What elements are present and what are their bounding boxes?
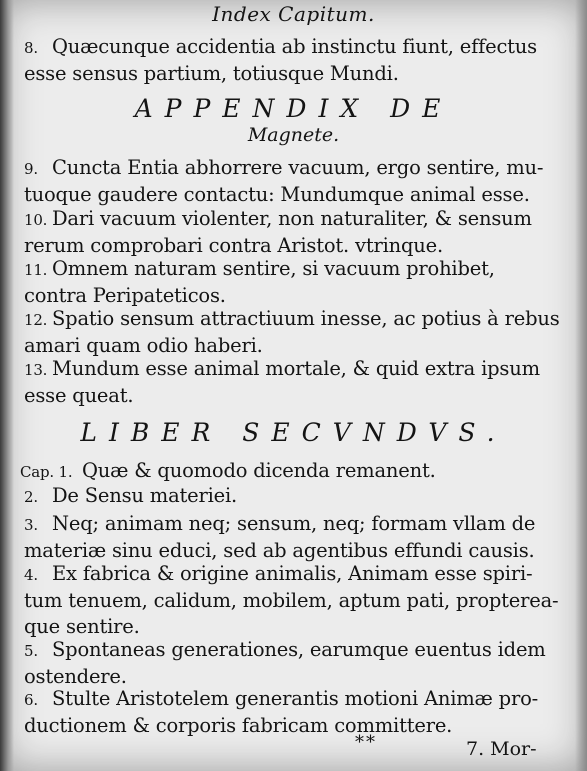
entry-text: Ex fabrica & origine animalis, Animam esse spiri- xyxy=(52,562,533,585)
index-entry-11 xyxy=(24,256,544,309)
entry-text: tum tenuem, calidum, mobilem, aptum pati, propterea- xyxy=(24,589,559,612)
entry-text: esse sensus partium, totiusque Mundi. xyxy=(24,62,399,85)
liber-title: LIBER SECVNDVS. xyxy=(80,418,507,447)
entry-number: 8. xyxy=(24,39,38,57)
entry-line xyxy=(24,34,544,61)
entry-text: Cuncta Entia abhorrere vacuum, ergo sentire, mu- xyxy=(52,156,544,179)
entry-number: 2. xyxy=(24,488,38,506)
entry-text: Omnem naturam sentire, si vacuum prohibet, xyxy=(52,257,495,280)
entry-number: Cap. 1. xyxy=(20,463,73,481)
entry-text: Neq; animam neq; sensum, neq; formam vllam de xyxy=(52,512,536,535)
running-header: Index Capitum. xyxy=(212,2,375,26)
entry-number: 3. xyxy=(24,516,38,534)
entry-text: Spontaneas generationes, earumque euentus idem xyxy=(52,638,546,661)
index-entry-9 xyxy=(24,155,544,208)
entry-number: 13. xyxy=(24,361,48,379)
index-entry-12 xyxy=(24,306,560,359)
entry-number: 4. xyxy=(24,566,38,584)
entry-text: Dari vacuum violenter, non naturaliter, & sensum xyxy=(52,207,532,230)
entry-text: contra Peripateticos. xyxy=(24,284,226,307)
entry-text: rerum comprobari contra Aristot. vtrinque. xyxy=(24,234,444,257)
signature-mark: ** xyxy=(355,732,377,753)
entry-text: tuoque gaudere contactu: Mundumque animal esse. xyxy=(24,183,530,206)
entry-number: 11. xyxy=(24,261,48,279)
entry-text: ductionem & corporis fabricam committere. xyxy=(24,714,453,737)
entry-number: 12. xyxy=(24,311,48,329)
entry-text: Mundum esse animal mortale, & quid extra ipsum xyxy=(52,357,540,380)
index-entry-8 xyxy=(24,34,544,87)
index-entry-10 xyxy=(24,206,544,259)
entry-text: materiæ sinu educi, sed ab agentibus effundi causis. xyxy=(24,539,535,562)
entry-number: 10. xyxy=(24,211,48,229)
chapter-entry-3 xyxy=(24,511,544,564)
chapter-entry-4 xyxy=(24,561,559,640)
chapter-entry-5 xyxy=(24,637,544,690)
entry-text: ostendere. xyxy=(24,665,127,688)
entry-number: 6. xyxy=(24,691,38,709)
entry-text: De Sensu materiei. xyxy=(52,484,238,507)
appendix-title: APPENDIX DE xyxy=(134,94,453,123)
appendix-subtitle: Magnete. xyxy=(247,124,340,146)
entry-number: 5. xyxy=(24,642,38,660)
entry-number: 9. xyxy=(24,160,38,178)
entry-text: Spatio sensum attractiuum inesse, ac potius à rebus xyxy=(52,307,560,330)
entry-text: esse queat. xyxy=(24,384,134,407)
chapter-entry-1 xyxy=(20,458,540,485)
catchword: 7. Mor- xyxy=(466,738,537,760)
entry-text: amari quam odio haberi. xyxy=(24,334,263,357)
entry-text: Quæcunque accidentia ab instinctu fiunt, effectus xyxy=(52,35,537,58)
entry-text: que sentire. xyxy=(24,615,140,638)
chapter-entry-6 xyxy=(24,686,544,739)
chapter-entry-2 xyxy=(24,483,544,510)
entry-text: Stulte Aristotelem generantis motioni Animæ pro- xyxy=(52,687,539,710)
entry-text: Quæ & quomodo dicenda remanent. xyxy=(82,459,436,482)
index-entry-13 xyxy=(24,356,544,409)
